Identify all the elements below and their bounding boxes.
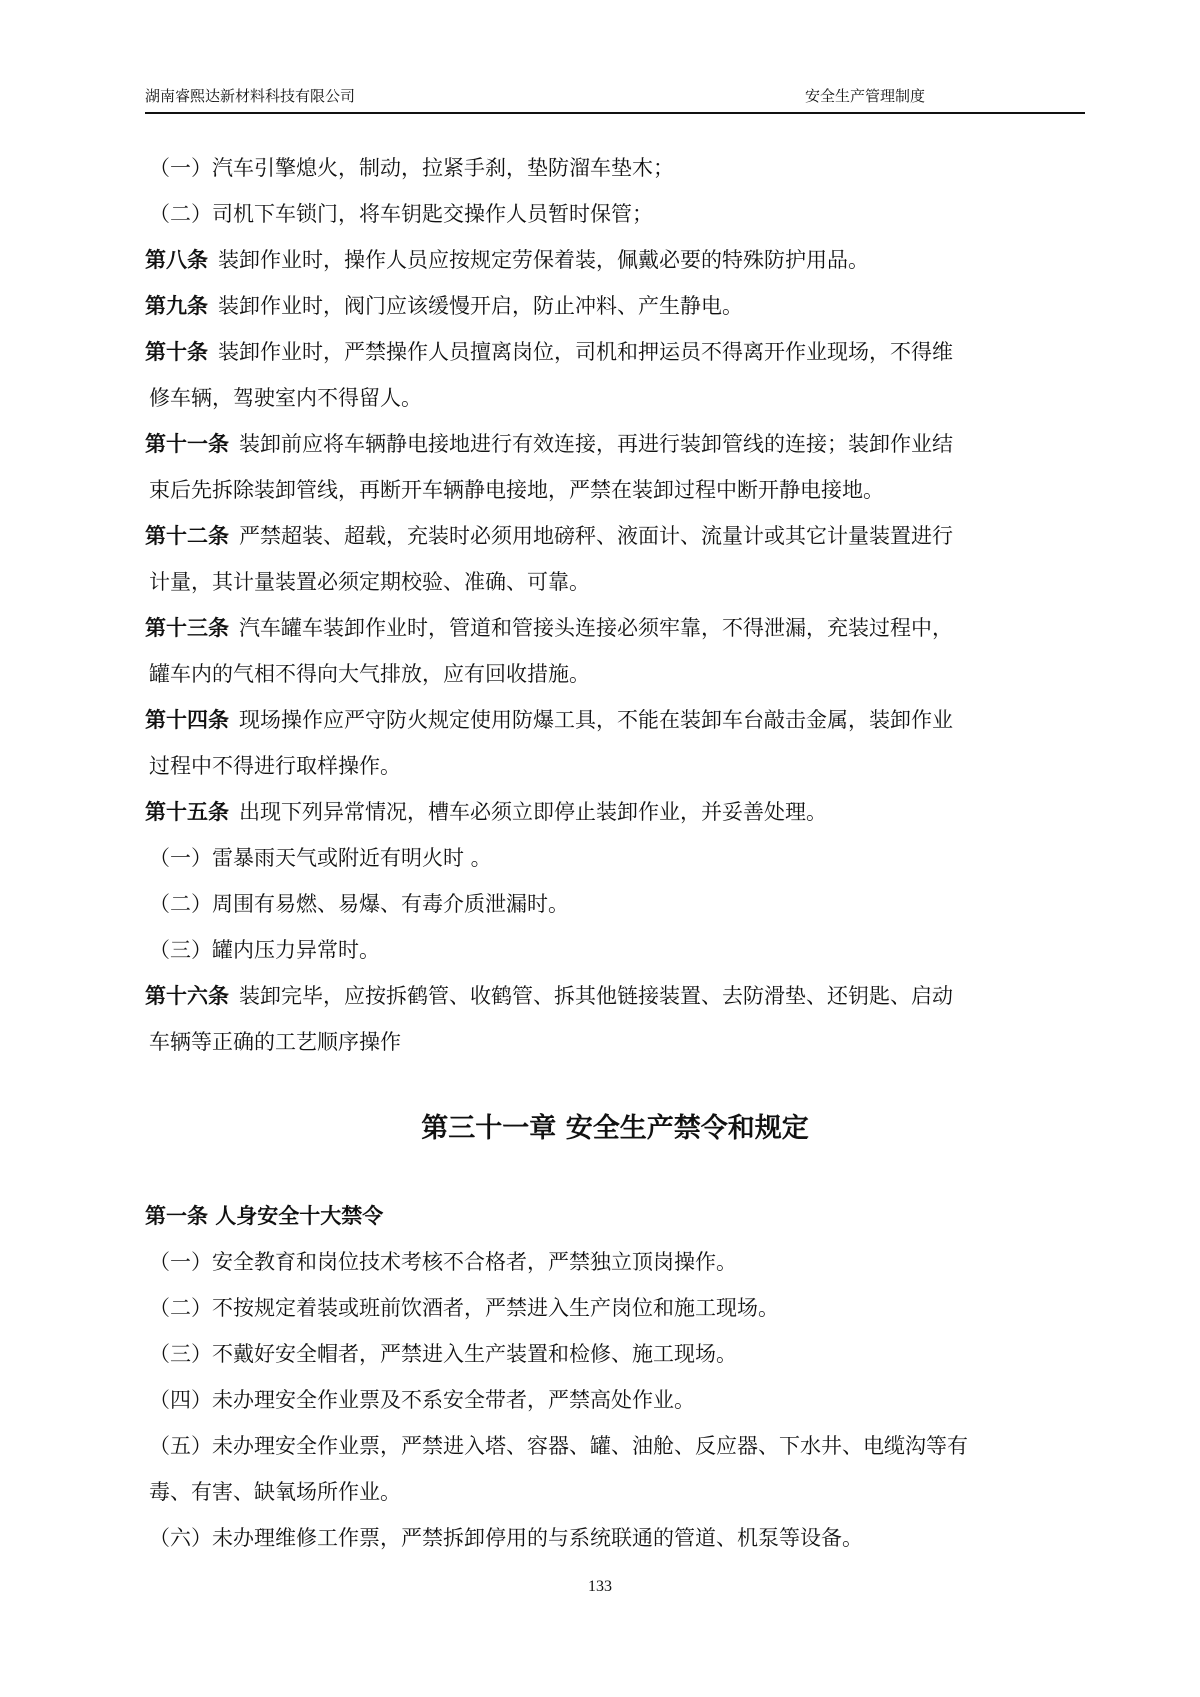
clause-text: （二）周围有易燃、易爆、有毒介质泄漏时。: [149, 892, 569, 916]
text-line: [145, 881, 1085, 927]
text-line: [145, 927, 1085, 973]
clause-text: 过程中不得进行取样操作。: [149, 754, 401, 778]
prohibition-line: 毒、有害、缺氧场所作业。: [149, 1480, 401, 1504]
section-title: 第一条 人身安全十大禁令: [145, 1204, 384, 1228]
clause-number: 第十二条: [145, 523, 229, 548]
prohibition-line: （一）安全教育和岗位技术考核不合格者，严禁独立顶岗操作。: [149, 1250, 737, 1274]
prohibition-line: （四）未办理安全作业票及不系安全带者，严禁高处作业。: [149, 1388, 695, 1412]
clause-text: （一）雷暴雨天气或附近有明火时 。: [149, 846, 492, 870]
clause-text: （三）罐内压力异常时。: [149, 938, 380, 962]
clause-text: （一）汽车引擎熄火，制动，拉紧手刹，垫防溜车垫木；: [149, 156, 674, 180]
clause-text: （二）司机下车锁门，将车钥匙交操作人员暂时保管；: [149, 202, 653, 226]
text-line: [145, 421, 1085, 467]
clause-text: 计量，其计量装置必须定期校验、准确、可靠。: [149, 570, 590, 594]
text-line: [145, 697, 1085, 743]
prohibition-line: （三）不戴好安全帽者，严禁进入生产装置和检修、施工现场。: [149, 1342, 737, 1366]
header-company: 湖南睿熙达新材料科技有限公司: [145, 87, 356, 105]
text-line: [145, 237, 1085, 283]
text-line: [145, 789, 1085, 835]
clause-text: 装卸完毕，应按拆鹤管、收鹤管、拆其他链接装置、去防滑垫、还钥匙、启动: [239, 984, 953, 1008]
clause-number: 第八条: [145, 247, 208, 272]
clause-text: 现场操作应严守防火规定使用防爆工具，不能在装卸车台敲击金属，装卸作业: [239, 708, 953, 732]
page-header: [145, 80, 1085, 114]
text-line: [145, 375, 1085, 421]
chapter-title: 第三十一章 安全生产禁令和规定: [421, 1113, 809, 1144]
text-line: [145, 467, 1085, 513]
clause-text: 车辆等正确的工艺顺序操作: [149, 1030, 401, 1054]
text-line: [145, 973, 1085, 1019]
clause-number: 第九条: [145, 293, 208, 318]
clause-text: 装卸前应将车辆静电接地进行有效连接，再进行装卸管线的连接；装卸作业结: [239, 432, 953, 456]
text-line: [145, 191, 1085, 237]
text-line: [145, 329, 1085, 375]
text-line: [145, 283, 1085, 329]
clause-text: 装卸作业时，操作人员应按规定劳保着装，佩戴必要的特殊防护用品。: [218, 248, 869, 272]
clause-text: 装卸作业时，阀门应该缓慢开启，防止冲料、产生静电。: [218, 294, 743, 318]
text-line: [145, 559, 1085, 605]
clause-text: 出现下列异常情况，槽车必须立即停止装卸作业，并妥善处理。: [239, 800, 827, 824]
clause-list: [145, 145, 1085, 1065]
text-line: [145, 1019, 1085, 1065]
clause-number: 第十条: [145, 339, 208, 364]
prohibition-line: （六）未办理维修工作票，严禁拆卸停用的与系统联通的管道、机泵等设备。: [149, 1526, 863, 1550]
clause-number: 第十六条: [145, 983, 229, 1008]
text-line: [145, 651, 1085, 697]
header-doc-title: 安全生产管理制度: [805, 87, 926, 105]
text-line: [145, 835, 1085, 881]
prohibition-line: （五）未办理安全作业票，严禁进入塔、容器、罐、油舱、反应器、下水井、电缆沟等有: [149, 1434, 968, 1458]
clause-number: 第十五条: [145, 799, 229, 824]
clause-text: 汽车罐车装卸作业时，管道和管接头连接必须牢靠，不得泄漏，充装过程中，: [239, 616, 953, 640]
page-number: 133: [588, 1578, 612, 1595]
clause-text: 装卸作业时，严禁操作人员擅离岗位，司机和押运员不得离开作业现场，不得维: [218, 340, 953, 364]
text-line: [145, 605, 1085, 651]
text-line: [145, 743, 1085, 789]
text-line: [145, 513, 1085, 559]
clause-text: 修车辆，驾驶室内不得留人。: [149, 386, 422, 410]
clause-text: 严禁超装、超载，充装时必须用地磅秤、液面计、流量计或其它计量装置进行: [239, 524, 953, 548]
text-line: [145, 145, 1085, 191]
clause-number: 第十三条: [145, 615, 229, 640]
page-content: [145, 145, 1085, 1561]
clause-number: 第十一条: [145, 431, 229, 456]
prohibition-list: [145, 1239, 1085, 1561]
clause-text: 罐车内的气相不得向大气排放，应有回收措施。: [149, 662, 590, 686]
clause-text: 束后先拆除装卸管线，再断开车辆静电接地，严禁在装卸过程中断开静电接地。: [149, 478, 884, 502]
clause-number: 第十四条: [145, 707, 229, 732]
prohibition-line: （二）不按规定着装或班前饮酒者，严禁进入生产岗位和施工现场。: [149, 1296, 779, 1320]
